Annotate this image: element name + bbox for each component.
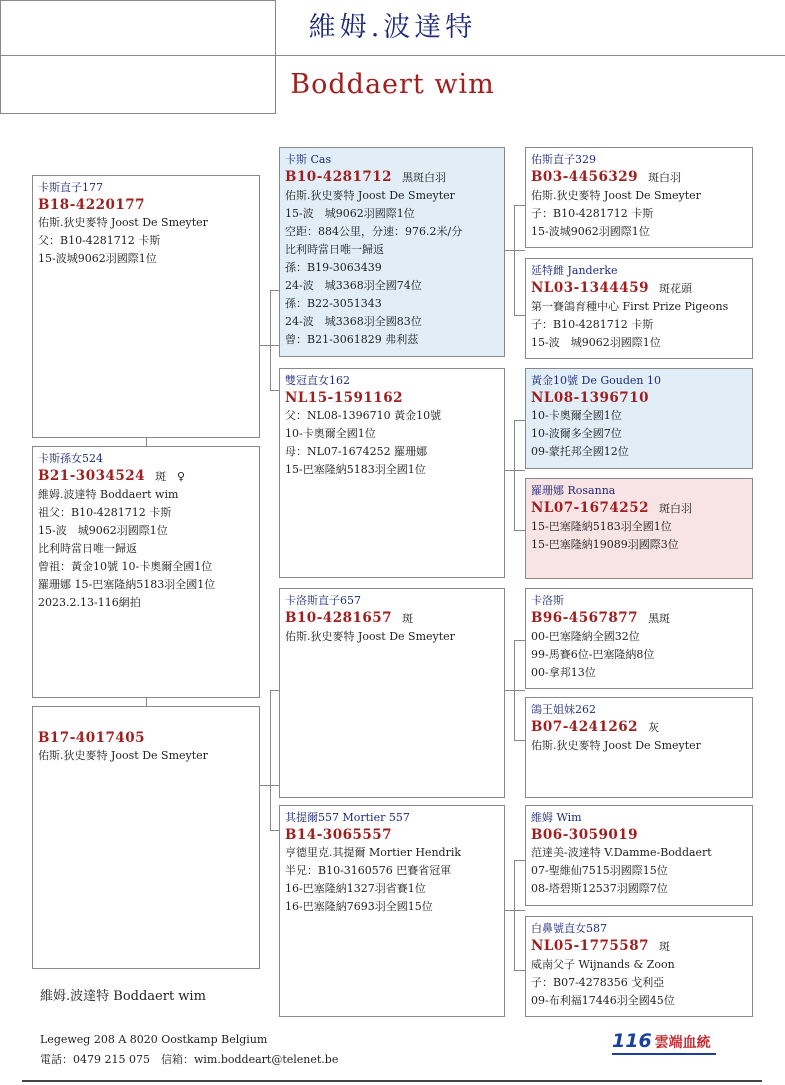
- pedigree-line: 99-馬賽6位-巴塞隆納8位: [531, 648, 655, 661]
- logo-underline: [612, 1053, 716, 1055]
- pedigree-line: 10-波爾多全國7位: [531, 427, 622, 440]
- pedigree-line: 曾祖：黃金10號 10-卡奧爾全國1位: [38, 560, 213, 573]
- pedigree-line: 威南父子 Wijnands & Zoon: [531, 958, 675, 971]
- pedigree-line: 07-聖維仙7515羽國際15位: [531, 864, 668, 877]
- color-sex: 斑 ♀: [155, 470, 186, 483]
- pedigree-line: 第一賽鴿育種中心 First Prize Pigeons: [531, 300, 729, 313]
- connector: [514, 315, 525, 316]
- pedigree-line: 16-巴塞隆納1327羽省賽1位: [285, 882, 426, 895]
- pedigree-line: 15-巴塞隆納5183羽全國1位: [531, 520, 672, 533]
- footer-contact: 電話：0479 215 075 信箱：wim.boddeart@telenet.be: [40, 1053, 339, 1066]
- pedigree-line: 母：NL07-1674252 羅珊娜: [285, 445, 428, 458]
- ring-number: B18-4220177: [38, 197, 146, 213]
- pedigree-line: 00-巴塞隆納全國32位: [531, 630, 640, 643]
- ddd-card: [525, 916, 753, 1017]
- pedigree-line: 00-拿邦13位: [531, 666, 596, 679]
- sds-card: [525, 368, 753, 469]
- sdd-card: [525, 478, 753, 579]
- pedigree-line: 16-巴塞隆納7693羽全國15位: [285, 900, 433, 913]
- dam-card: [32, 706, 260, 969]
- pedigree-line: 亨德里克.其提爾 Mortier Hendrik: [285, 846, 462, 859]
- pedigree-line: 父：B10-4281712 卡斯: [38, 234, 161, 247]
- pedigree-line: 空距：884公里，分速：976.2米/分: [285, 225, 463, 238]
- color-sex: 黑斑: [648, 612, 671, 625]
- pedigree-line: 09-布利福17446羽全國45位: [531, 994, 675, 1007]
- ring-number: B21-3034524 斑 ♀: [38, 468, 186, 484]
- pigeon-name: 鴿王姐妹262: [531, 703, 596, 716]
- pedigree-line: 父：NL08-1396710 黃金10號: [285, 409, 442, 422]
- pedigree-line: 佑斯.狄史麥特 Joost De Smeyter: [531, 739, 701, 752]
- pedigree-line: 佑斯.狄史麥特 Joost De Smeyter: [285, 189, 455, 202]
- ring-number: B17-4017405: [38, 730, 146, 746]
- connector: [514, 420, 515, 530]
- pedigree-line: 24-波 城3368羽全國74位: [285, 279, 422, 292]
- color-sex: 斑白羽: [648, 171, 682, 184]
- pedigree-line: 子：B10-4281712 卡斯: [531, 207, 654, 220]
- pedigree-line: 半兄：B10-3160576 巴賽省冠軍: [285, 864, 452, 877]
- pedigree-line: 24-波 城3368羽全國83位: [285, 315, 422, 328]
- color-sex: 斑白羽: [658, 502, 692, 515]
- color-sex: 斑: [402, 612, 414, 625]
- pedigree-line: 09-蒙托邦全國12位: [531, 445, 629, 458]
- footer-address: Legeweg 208 A 8020 Oostkamp Belgium: [40, 1033, 268, 1046]
- title-box: [0, 0, 495, 114]
- pedigree-line: 孫：B19-3063439: [285, 261, 382, 274]
- pedigree-line: 羅珊娜 15-巴塞隆納5183羽全國1位: [38, 578, 216, 591]
- pigeon-name: 白鼻號直女587: [531, 922, 607, 935]
- pigeon-name: 卡洛斯直子657: [285, 594, 361, 607]
- ring-number: B10-4281712 黑斑白羽: [285, 169, 447, 185]
- connector: [514, 205, 515, 315]
- ring-number: B03-4456329 斑白羽: [531, 169, 682, 185]
- ring-number: NL08-1396710: [531, 390, 649, 406]
- ring-number: B10-4281657 斑: [285, 610, 414, 626]
- pedigree-line: 15-巴塞隆納19089羽國際3位: [531, 538, 679, 551]
- pigeon-name: 維姆 Wim: [531, 811, 582, 824]
- logo-text: 雲端血統: [654, 1035, 711, 1051]
- ring-number: B14-3065557: [285, 827, 393, 843]
- bottom-rule: [22, 1080, 762, 1082]
- color-sex: 斑花頭: [658, 282, 692, 295]
- pedigree-line: 15-波城9062羽國際1位: [531, 225, 650, 238]
- pedigree-line: 15-波 城9062羽國際1位: [531, 336, 661, 349]
- pedigree-line: 祖父：B10-4281712 卡斯: [38, 506, 172, 519]
- pigeon-name: 卡洛斯: [531, 594, 564, 607]
- ring-number: NL15-1591162: [285, 390, 403, 406]
- pedigree-line: 維姆.波達特 Boddaert wim: [38, 488, 179, 501]
- connector: [514, 530, 525, 531]
- pedigree-line: 佑斯.狄史麥特 Joost De Smeyter: [285, 630, 455, 643]
- ds-card: [279, 588, 505, 798]
- pigeon-name: 黃金10號 De Gouden 10: [531, 374, 661, 387]
- connector: [270, 690, 271, 830]
- connector: [514, 420, 525, 421]
- title-english: Boddaert wim: [290, 69, 495, 100]
- dss-card: [525, 588, 753, 689]
- pedigree-line: 15-波 城9062羽國際1位: [285, 207, 415, 220]
- pigeon-name: 延特雌 Janderke: [531, 264, 618, 277]
- connector: [514, 860, 525, 861]
- pigeon-name: 雙冠直女162: [285, 374, 350, 387]
- pedigree-line: 曾：B21-3061829 弗利茲: [285, 333, 419, 346]
- pedigree-line: 15-波城9062羽國際1位: [38, 252, 157, 265]
- dds-card: [525, 805, 753, 906]
- dd-card: [279, 805, 505, 1017]
- ring-number: B96-4567877 黑斑: [531, 610, 671, 626]
- pigeon-name: 其提爾557 Mortier 557: [285, 811, 410, 824]
- pedigree-line: 15-波 城9062羽國際1位: [38, 524, 168, 537]
- ring-number: NL05-1775587 斑: [531, 938, 670, 954]
- sss-card: [525, 147, 753, 248]
- pedigree-line: 子：B10-4281712 卡斯: [531, 318, 654, 331]
- pedigree-line: 子：B07-4278356 戈利亞: [531, 976, 665, 989]
- ring-number: B06-3059019: [531, 827, 639, 843]
- pedigree-line: 15-巴塞隆納5183羽全國1位: [285, 463, 426, 476]
- pigeon-name: 卡斯直子177: [38, 181, 103, 194]
- dsd-card: [525, 697, 753, 798]
- pedigree-line: 08-塔碧斯12537羽國際7位: [531, 882, 668, 895]
- subject-card: [32, 446, 260, 698]
- brand-logo: [612, 1030, 716, 1055]
- color-sex: 灰: [648, 721, 660, 734]
- logo-number: 116: [612, 1030, 652, 1052]
- connector: [514, 860, 515, 970]
- pedigree-line: 比利時當日唯一歸返: [285, 243, 384, 256]
- pigeon-name: 卡斯孫女524: [38, 452, 103, 465]
- connector: [514, 640, 525, 641]
- connector: [514, 970, 525, 971]
- pedigree-line: 佑斯.狄史麥特 Joost De Smeyter: [38, 216, 208, 229]
- connector: [514, 640, 515, 740]
- ss-card: [279, 147, 505, 357]
- title-chinese: 維姆.波達特: [0, 0, 785, 56]
- pigeon-name: 佑斯直子329: [531, 153, 596, 166]
- pedigree-line: 范達美-波達特 V.Damme-Boddaert: [531, 846, 712, 859]
- connector: [270, 290, 271, 390]
- pedigree-line: 佑斯.狄史麥特 Joost De Smeyter: [531, 189, 701, 202]
- owner-name: 維姆.波達特 Boddaert wim: [40, 989, 206, 1004]
- connector: [514, 205, 525, 206]
- pigeon-name: 羅珊娜 Rosanna: [531, 484, 616, 497]
- ring-number: B07-4241262 灰: [531, 719, 660, 735]
- sire-card: [32, 175, 260, 438]
- ring-number: NL07-1674252 斑白羽: [531, 500, 692, 516]
- pigeon-name: 卡斯 Cas: [285, 153, 332, 166]
- pedigree-line: 10-卡奧爾全國1位: [285, 427, 376, 440]
- color-sex: 黑斑白羽: [402, 171, 447, 184]
- pedigree-line: 佑斯.狄史麥特 Joost De Smeyter: [38, 749, 208, 762]
- color-sex: 斑: [658, 940, 670, 953]
- sd-card: [279, 368, 505, 578]
- pedigree-line: 2023.2.13-116網拍: [38, 596, 141, 609]
- pedigree-line: 比利時當日唯一歸返: [38, 542, 137, 555]
- connector: [514, 740, 525, 741]
- pedigree-line: 孫：B22-3051343: [285, 297, 382, 310]
- ssd-card: [525, 258, 753, 359]
- pedigree-line: 10-卡奧爾全國1位: [531, 409, 622, 422]
- ring-number: NL03-1344459 斑花頭: [531, 280, 692, 296]
